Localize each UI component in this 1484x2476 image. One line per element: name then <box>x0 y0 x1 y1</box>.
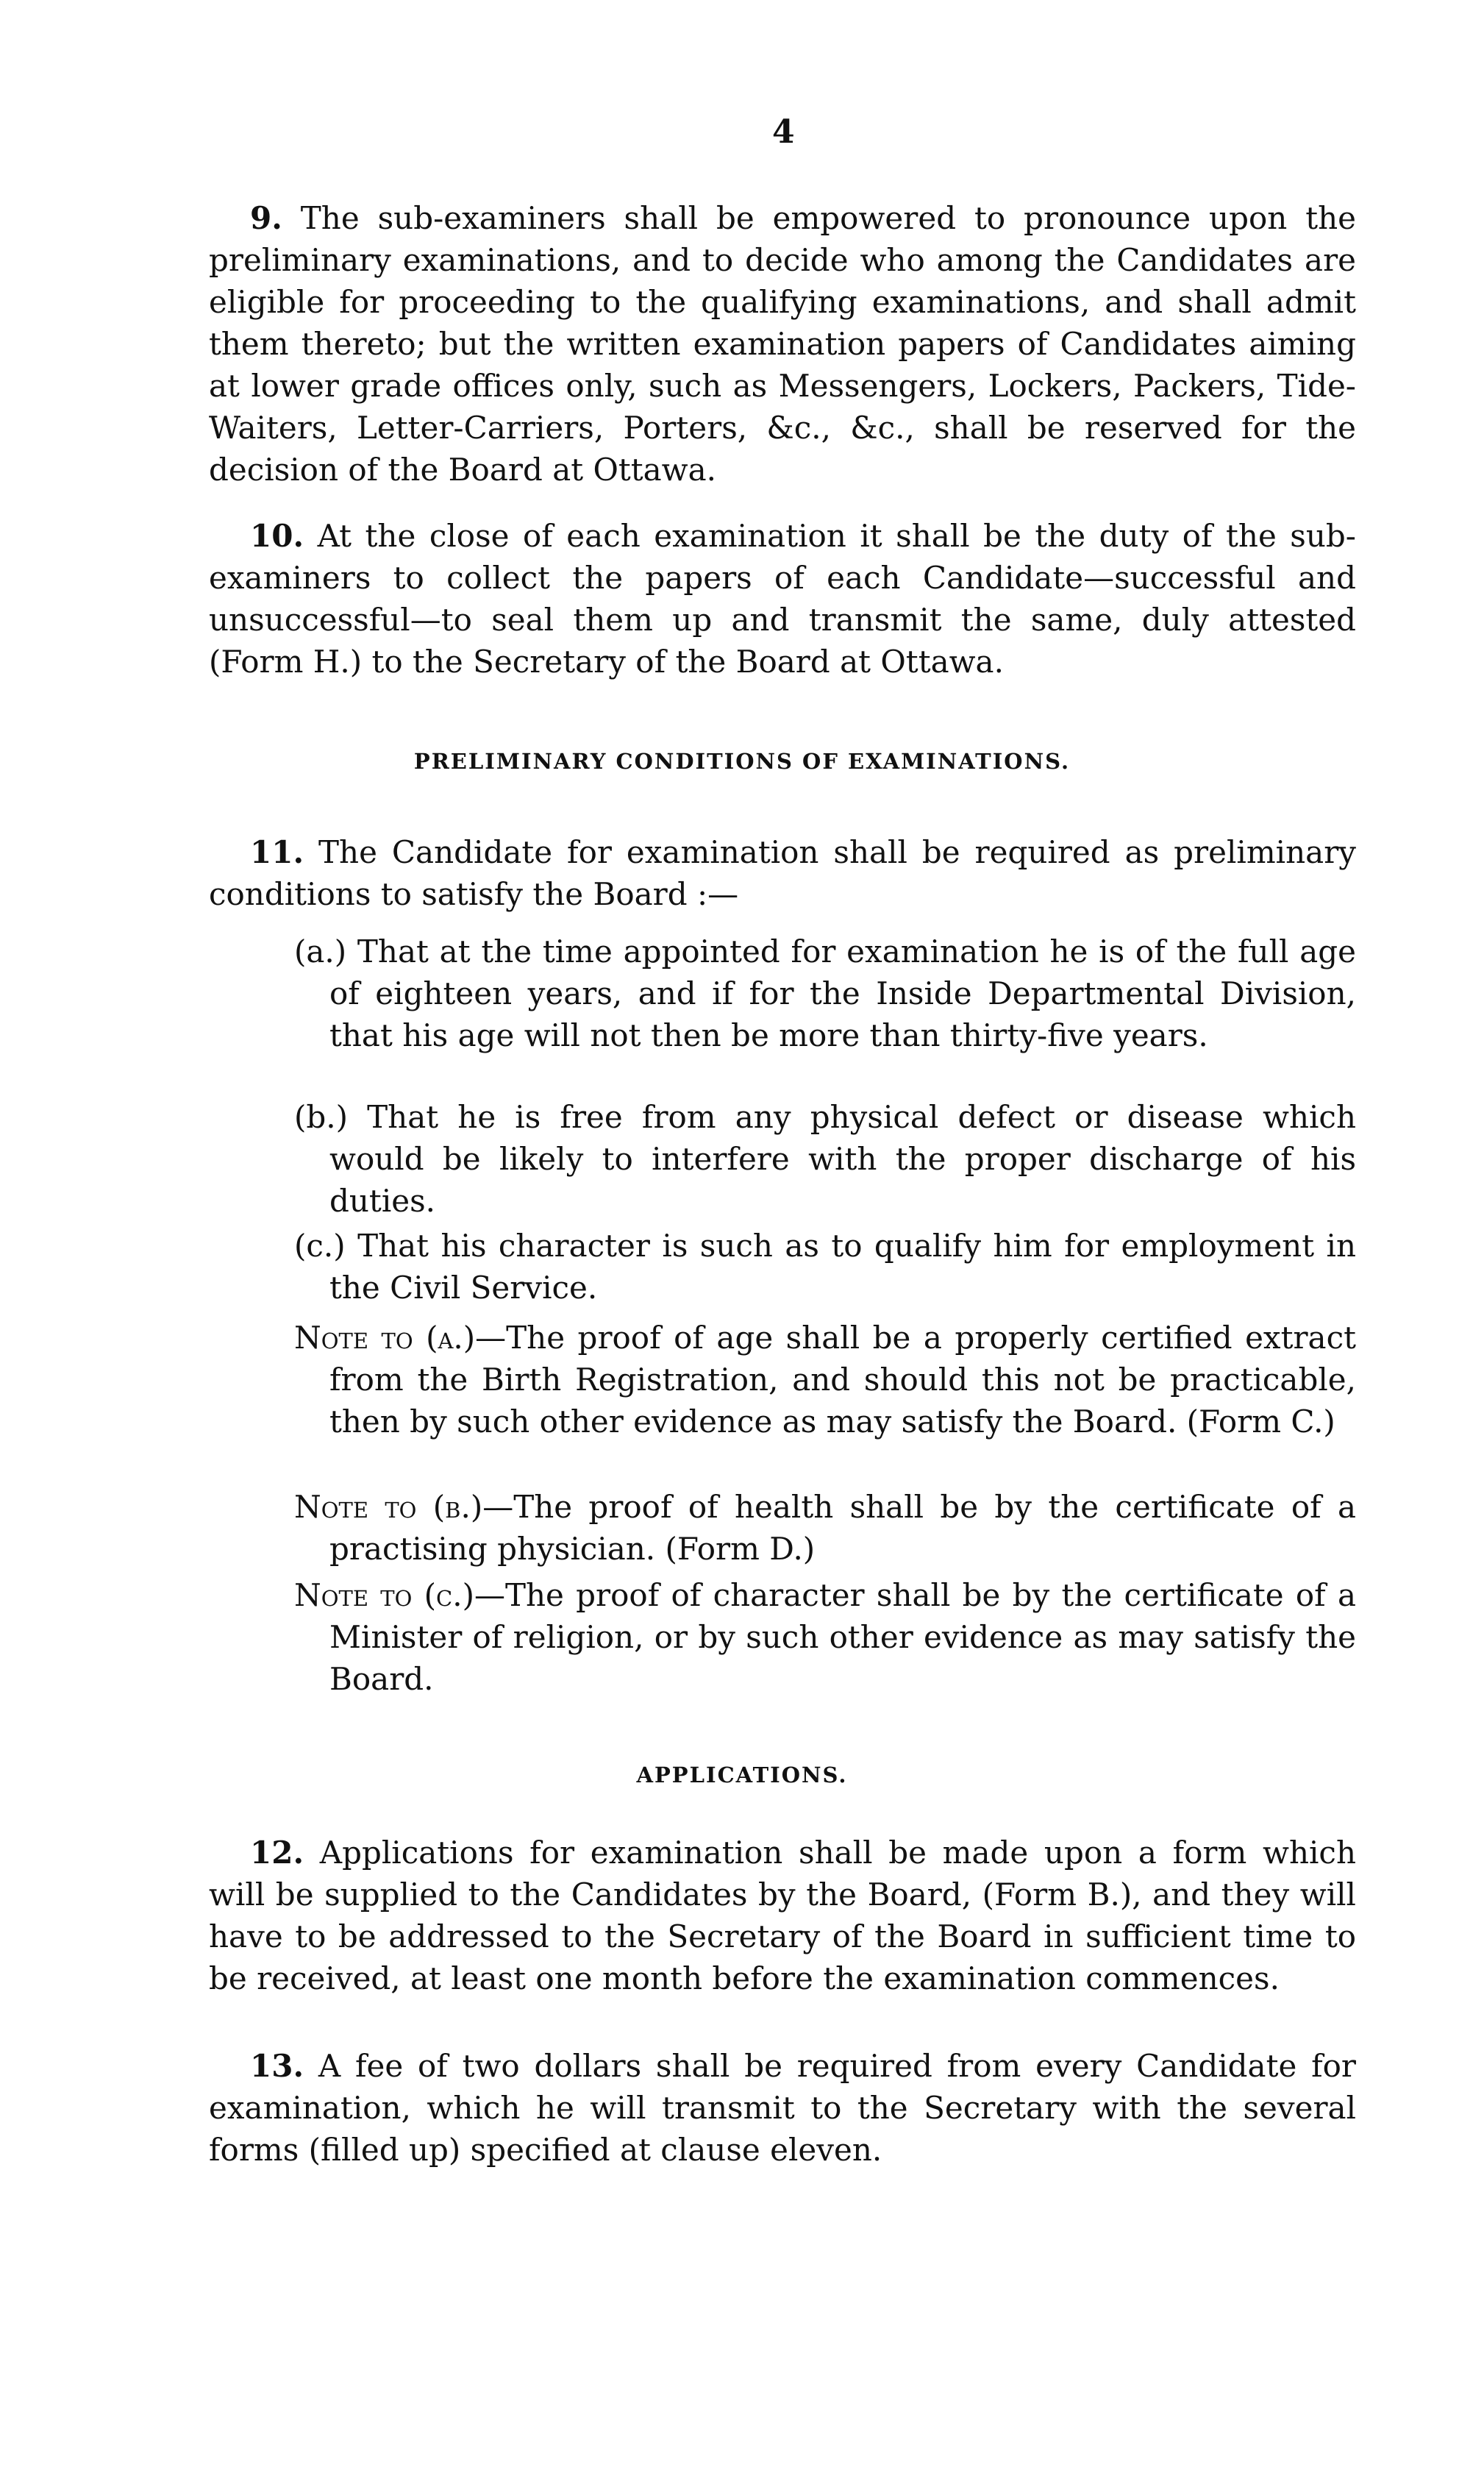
paragraph-number: 13. <box>250 2048 304 2084</box>
condition-item-c <box>294 1225 1356 1309</box>
section-heading-applications: APPLICATIONS. <box>636 1762 848 1787</box>
paragraph-text: Applications for examination shall be made upon a form which will be supplied to the Candidates by the Board, (Form B.), and they will have to be addressed to the Secretary of the Board in sufficient time to be received, at least one month before the examination commences. <box>209 1835 1356 1996</box>
note-a <box>294 1317 1356 1442</box>
paragraph-text: The sub-examiners shall be empowered to pronounce upon the preliminary examinations, and to decide who among the Candidates are eligible for proceeding to the qualifying examinations, and shall admit them thereto; but the written examination papers of Candidates aiming at lower grade offices only, such as Messengers, Lockers, Packers, Tide-Waiters, Letter-Carriers, Porters, &c., &c., shall be reserved for the decision of the Board at Ottawa. <box>209 200 1356 488</box>
condition-item-a <box>294 931 1356 1056</box>
paragraph-text: The Candidate for examination shall be required as preliminary conditions to satisfy the Board :— <box>209 834 1356 912</box>
note-text: —The proof of age shall be a properly certified extract from the Birth Registration, and should this not be practicable, then by such other evidence as may satisfy the Board. (Form C.) <box>329 1320 1357 1440</box>
paragraph-11 <box>209 831 1356 915</box>
paragraph-13 <box>209 2045 1356 2171</box>
item-text: That his character is such as to qualify him for employment in the Civil Service. <box>329 1228 1357 1306</box>
paragraph-9 <box>209 197 1356 491</box>
note-label: Note to (c.) <box>294 1577 474 1613</box>
note-c <box>294 1574 1356 1700</box>
paragraph-number: 11. <box>250 834 304 870</box>
page-number: 4 <box>772 113 795 151</box>
paragraph-number: 9. <box>250 200 282 236</box>
item-text: That at the time appointed for examination he is of the full age of eighteen years, and if for the Inside Departmental Division, that his age will not then be more than thirty-five years. <box>329 933 1356 1053</box>
item-label: (c.) <box>294 1228 346 1264</box>
note-text: —The proof of character shall be by the certificate of a Minister of religion, or by such other evidence as may satisfy the Board. <box>329 1577 1356 1697</box>
condition-item-b <box>294 1096 1356 1222</box>
note-text: —The proof of health shall be by the certificate of a practising physician. (Form D.) <box>329 1489 1356 1567</box>
paragraph-10 <box>209 515 1356 683</box>
paragraph-12 <box>209 1832 1356 1999</box>
note-label: Note to (b.) <box>294 1489 483 1525</box>
paragraph-number: 12. <box>250 1835 304 1871</box>
note-label: Note to (a.) <box>294 1320 476 1356</box>
item-text: That he is free from any physical defect or disease which would be likely to interfere with the proper discharge of his duties. <box>329 1099 1356 1219</box>
section-heading-preliminary: PRELIMINARY CONDITIONS OF EXAMINATIONS. <box>413 749 1071 774</box>
paragraph-text: At the close of each examination it shall be the duty of the sub-examiners to collect the papers of each Candidate—successful and unsuccessful—to seal them up and transmit the same, duly attested (Form H.) to the Secretary of the Board at Ottawa. <box>209 518 1356 680</box>
paragraph-text: A fee of two dollars shall be required from every Candidate for examination, which he will transmit to the Secretary with the several forms (filled up) specified at clause eleven. <box>209 2048 1356 2168</box>
item-label: (a.) <box>294 933 347 970</box>
item-label: (b.) <box>294 1099 349 1135</box>
note-b <box>294 1486 1356 1570</box>
paragraph-number: 10. <box>250 518 304 554</box>
